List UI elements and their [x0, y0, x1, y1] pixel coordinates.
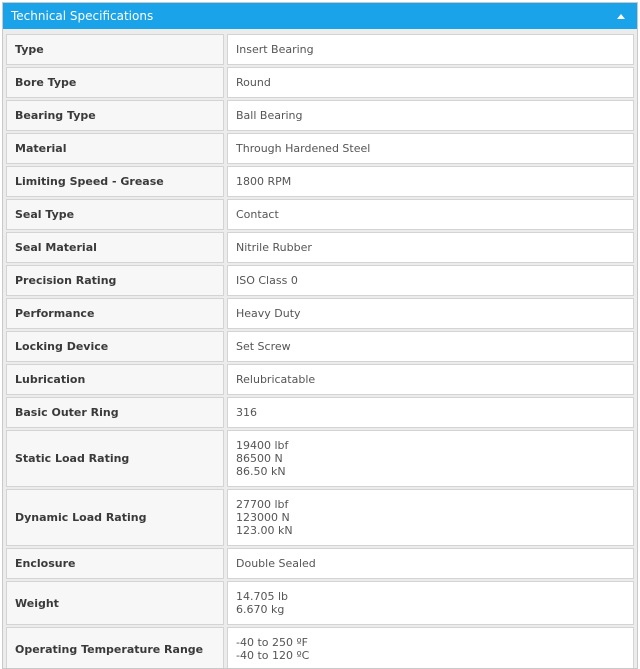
spec-value-line: 316 — [236, 406, 257, 419]
spec-label: Weight — [6, 581, 224, 625]
spec-label: Dynamic Load Rating — [6, 489, 224, 546]
spec-value-line: -40 to 250 ºF — [236, 636, 309, 649]
spec-row — [6, 166, 634, 197]
spec-row — [6, 199, 634, 230]
spec-label: Locking Device — [6, 331, 224, 362]
spec-value — [227, 133, 634, 164]
spec-value — [227, 548, 634, 579]
spec-row — [6, 100, 634, 131]
spec-value — [227, 430, 634, 487]
spec-value — [227, 265, 634, 296]
spec-label: Operating Temperature Range — [6, 627, 224, 669]
spec-label: Precision Rating — [6, 265, 224, 296]
chevron-up-icon[interactable] — [615, 10, 627, 22]
spec-value — [227, 397, 634, 428]
spec-label: Material — [6, 133, 224, 164]
spec-table — [3, 32, 637, 669]
spec-label: Performance — [6, 298, 224, 329]
spec-value-line: Insert Bearing — [236, 43, 314, 56]
spec-label: Seal Type — [6, 199, 224, 230]
spec-value — [227, 298, 634, 329]
spec-value-line: Relubricatable — [236, 373, 316, 386]
spec-value-line: Nitrile Rubber — [236, 241, 312, 254]
spec-value — [227, 232, 634, 263]
spec-value-line: 14.705 lb — [236, 590, 289, 603]
spec-row — [6, 548, 634, 579]
spec-value-line: 27700 lbf — [236, 498, 289, 511]
spec-table-body — [6, 34, 634, 669]
spec-value — [227, 581, 634, 625]
spec-value — [227, 67, 634, 98]
spec-value-line: 86.50 kN — [236, 465, 286, 478]
spec-value-line: Contact — [236, 208, 279, 221]
spec-label: Static Load Rating — [6, 430, 224, 487]
spec-row — [6, 265, 634, 296]
spec-value-line: 1800 RPM — [236, 175, 292, 188]
spec-label: Enclosure — [6, 548, 224, 579]
spec-row — [6, 581, 634, 625]
spec-row — [6, 489, 634, 546]
spec-value-line: Heavy Duty — [236, 307, 301, 320]
spec-value-line: Through Hardened Steel — [236, 142, 371, 155]
spec-label: Lubrication — [6, 364, 224, 395]
spec-label: Seal Material — [6, 232, 224, 263]
spec-value-line: 123000 N — [236, 511, 290, 524]
spec-value-line: ISO Class 0 — [236, 274, 298, 287]
spec-label: Basic Outer Ring — [6, 397, 224, 428]
spec-value-line: 19400 lbf — [236, 439, 289, 452]
spec-value — [227, 199, 634, 230]
spec-label: Bore Type — [6, 67, 224, 98]
spec-value — [227, 627, 634, 669]
spec-row — [6, 397, 634, 428]
spec-label: Type — [6, 34, 224, 65]
technical-specifications-panel — [2, 2, 638, 669]
spec-value — [227, 364, 634, 395]
spec-row — [6, 298, 634, 329]
spec-label: Bearing Type — [6, 100, 224, 131]
spec-row — [6, 430, 634, 487]
spec-value — [227, 331, 634, 362]
panel-header[interactable] — [3, 3, 637, 29]
spec-value-line: 86500 N — [236, 452, 283, 465]
spec-row — [6, 67, 634, 98]
spec-value-line: Double Sealed — [236, 557, 316, 570]
spec-row — [6, 133, 634, 164]
spec-row — [6, 331, 634, 362]
spec-value — [227, 100, 634, 131]
spec-value-line: 6.670 kg — [236, 603, 285, 616]
spec-value — [227, 166, 634, 197]
spec-value-line: Ball Bearing — [236, 109, 303, 122]
spec-row — [6, 627, 634, 669]
spec-label: Limiting Speed - Grease — [6, 166, 224, 197]
spec-value-line: Set Screw — [236, 340, 291, 353]
panel-title: Technical Specifications — [11, 9, 154, 23]
spec-value-line: Round — [236, 76, 271, 89]
spec-row — [6, 34, 634, 65]
spec-row — [6, 232, 634, 263]
spec-value — [227, 34, 634, 65]
spec-row — [6, 364, 634, 395]
spec-value-line: 123.00 kN — [236, 524, 293, 537]
spec-value-line: -40 to 120 ºC — [236, 649, 310, 662]
spec-value — [227, 489, 634, 546]
